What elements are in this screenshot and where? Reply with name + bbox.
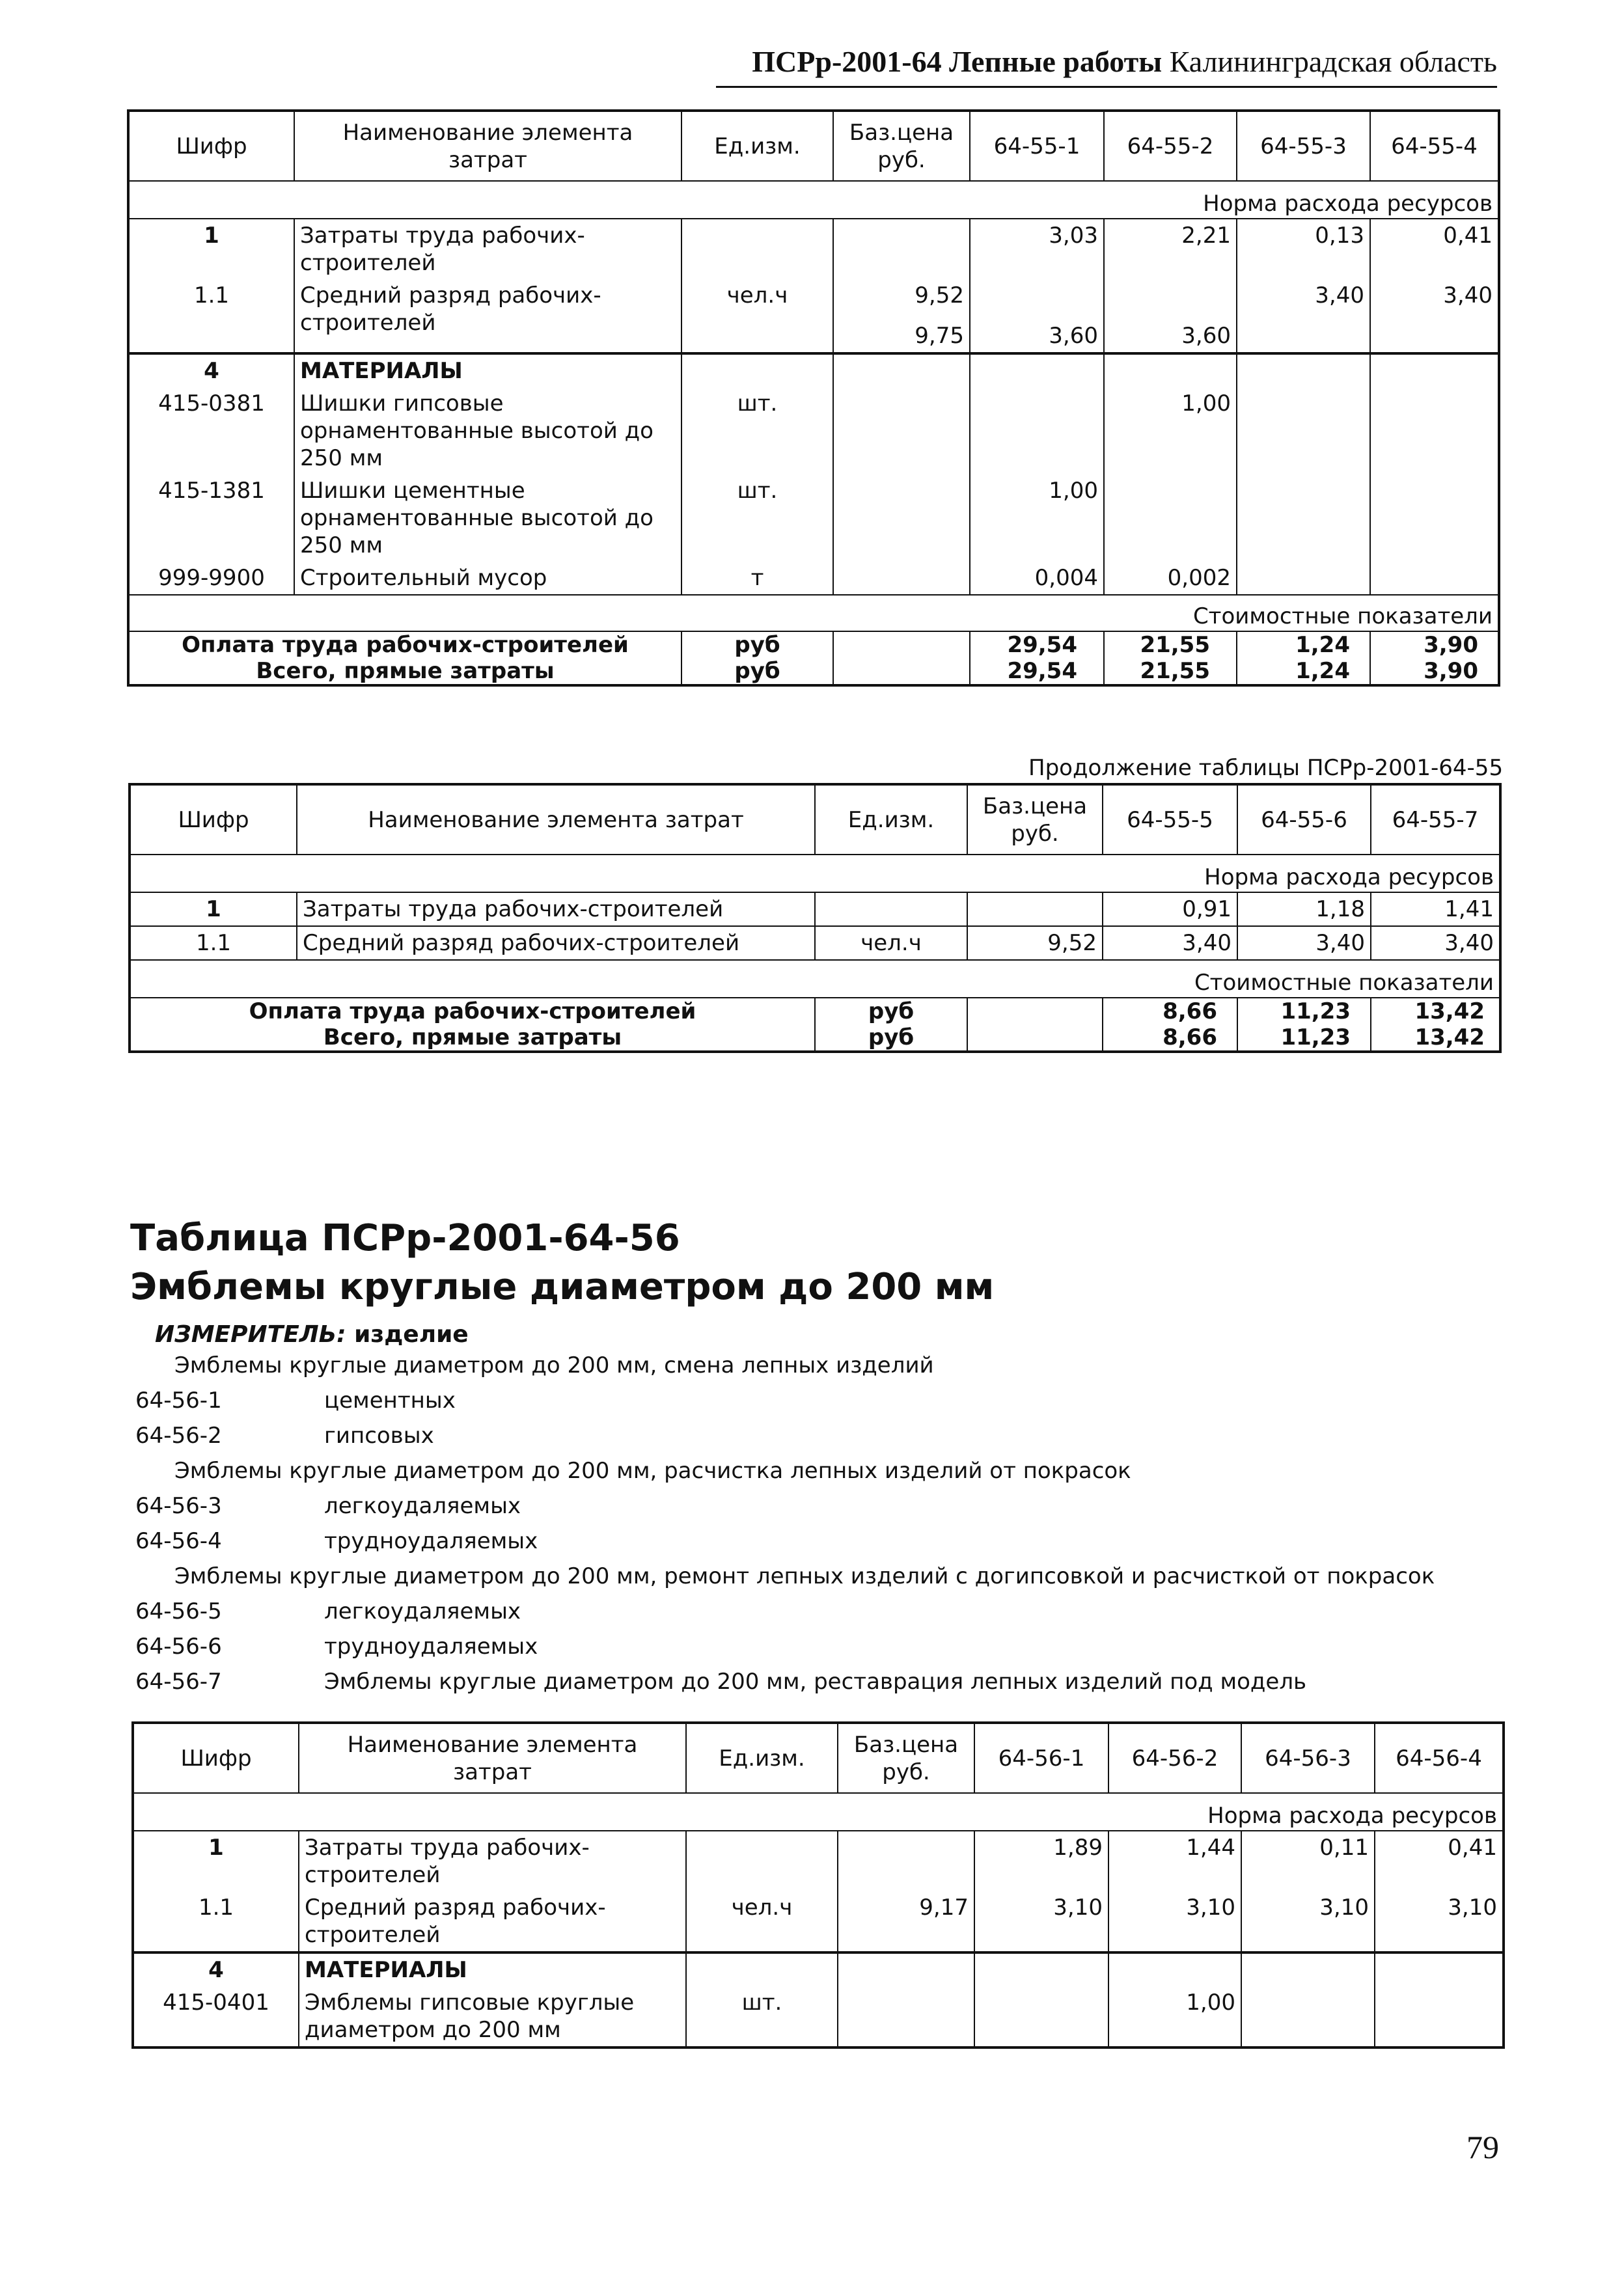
- table-row: 415-0381 Шишки гипсовые орнаментованные высотой до 250 мм шт. 1,00: [128, 387, 1499, 474]
- table-row: 4 МАТЕРИАЛЫ: [128, 353, 1499, 387]
- table-row: 415-1381 Шишки цементные орнаментованные высотой до 250 мм шт. 1,00: [128, 474, 1499, 562]
- norm-row: [128, 181, 1499, 219]
- measure-line: [155, 1321, 469, 1348]
- list-item: 64-56-2: [135, 1423, 222, 1449]
- section-title: Таблица ПСРр-2001-64-56: [130, 1217, 680, 1259]
- list-item: 64-56-1: [135, 1388, 222, 1414]
- list-item: Эмблемы круглые диаметром до 200 мм, смена лепных изделий: [174, 1352, 934, 1378]
- col-header: 64-55-4: [1370, 111, 1499, 181]
- total-row: Всего, прямые затраты руб 29,54 21,55 1,24 3,90: [128, 658, 1499, 685]
- cost-row: Стоимостные показатели: [130, 960, 1500, 998]
- col-header: 64-55-3: [1237, 111, 1370, 181]
- table-64-55-part2: [128, 783, 1502, 1053]
- total-row: Всего, прямые затраты руб 8,66 11,23 13,42: [130, 1024, 1500, 1052]
- table-row: 1.1 Средний разряд рабочих-строителей чел.ч 9,52 9,75 3,60 3,60 3,40 3,40: [128, 279, 1499, 353]
- header-region: Калининградская область: [1169, 45, 1497, 78]
- table-row: 1.1 Средний разряд рабочих-строителей чел.ч 9,52 3,40 3,40 3,40: [130, 926, 1500, 960]
- cost-label: Стоимостные показатели: [128, 595, 1499, 631]
- norm-row: Норма расхода ресурсов: [130, 855, 1500, 892]
- measure-value: изделие: [354, 1321, 469, 1348]
- list-item: 64-56-6: [135, 1634, 222, 1660]
- col-header: Баз.цена руб.: [833, 111, 970, 181]
- col-header: 64-55-2: [1104, 111, 1237, 181]
- norm-label: Норма расхода ресурсов: [128, 181, 1499, 219]
- table-64-55-part1: [127, 109, 1500, 687]
- header-section: Лепные работы: [949, 45, 1163, 78]
- table-header-row: Шифр Наименование элемента затрат Ед.изм. Баз.цена руб. 64-55-5 64-55-6 64-55-7: [130, 784, 1500, 855]
- page-number: 79: [1466, 2129, 1499, 2165]
- list-item: 64-56-4: [135, 1528, 222, 1554]
- list-item: 64-56-3: [135, 1493, 222, 1519]
- col-header: Ед.изм.: [681, 111, 833, 181]
- table-row: 1 Затраты труда рабочих-строителей 3,03 2,21 0,13 0,41: [128, 219, 1499, 279]
- table-row: 1.1 Средний разряд рабочих-строителей чел.ч 9,17 3,10 3,10 3,10 3,10: [133, 1891, 1504, 1952]
- col-header: Наименование элемента затрат: [294, 111, 681, 181]
- col-header: 64-55-1: [970, 111, 1104, 181]
- list-item: 64-56-7: [135, 1669, 222, 1695]
- list-item: 64-56-5: [135, 1598, 222, 1624]
- table-header-row: [128, 111, 1499, 181]
- table-row: 1 Затраты труда рабочих-строителей 0,91 1,18 1,41: [130, 892, 1500, 926]
- total-row: Оплата труда рабочих-строителей руб 29,54 21,55 1,24 3,90: [128, 631, 1499, 658]
- table-row: 4 МАТЕРИАЛЫ: [133, 1952, 1504, 1986]
- table-header-row: Шифр Наименование элемента затрат Ед.изм. Баз.цена руб. 64-56-1 64-56-2 64-56-3 64-56-4: [133, 1723, 1504, 1793]
- table-row: 415-0401 Эмблемы гипсовые круглые диаметром до 200 мм шт. 1,00: [133, 1986, 1504, 2047]
- list-item: Эмблемы круглые диаметром до 200 мм, расчистка лепных изделий от покрасок: [174, 1458, 1131, 1484]
- table-row: 999-9900 Строительный мусор т 0,004 0,002: [128, 562, 1499, 595]
- table-64-56: [131, 1721, 1505, 2049]
- norm-row: Норма расхода ресурсов: [133, 1793, 1504, 1831]
- total-row: Оплата труда рабочих-строителей руб 8,66 11,23 13,42: [130, 998, 1500, 1024]
- table-row: 1 Затраты труда рабочих-строителей 1,89 1,44 0,11 0,41: [133, 1831, 1504, 1891]
- measure-label: ИЗМЕРИТЕЛЬ:: [155, 1321, 346, 1348]
- cost-row: [128, 595, 1499, 631]
- header-code: ПСРр-2001-64: [752, 45, 942, 78]
- page-header: [716, 40, 1497, 88]
- continuation-caption: Продолжение таблицы ПСРр-2001-64-55: [1028, 755, 1504, 781]
- col-header: Шифр: [128, 111, 294, 181]
- list-item: Эмблемы круглые диаметром до 200 мм, ремонт лепных изделий с догипсовкой и расчисткой от покрасок: [174, 1563, 1435, 1589]
- section-subtitle: Эмблемы круглые диаметром до 200 мм: [130, 1266, 995, 1308]
